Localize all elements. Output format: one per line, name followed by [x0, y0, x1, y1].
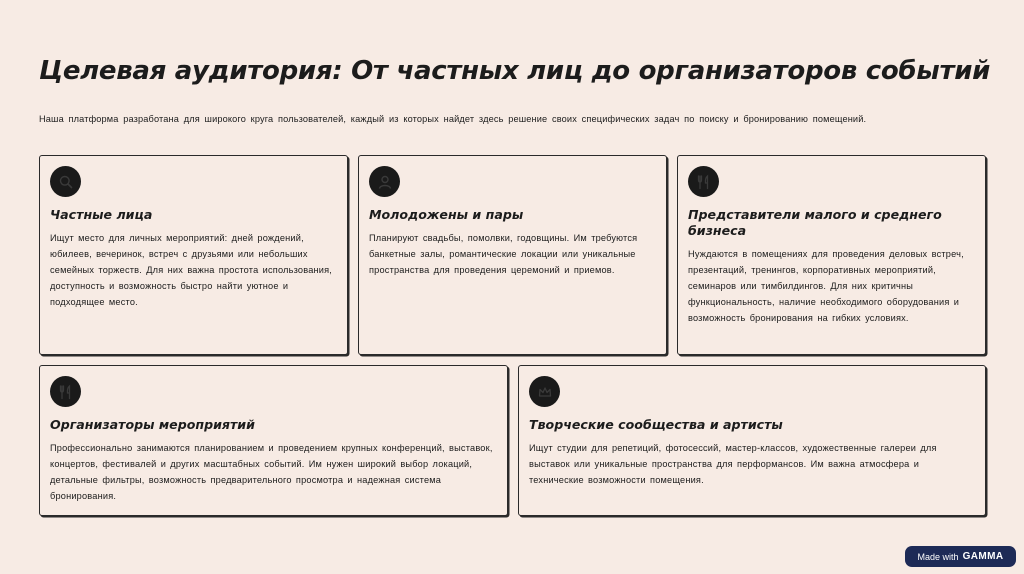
page-subtitle: Наша платформа разработана для широкого круга пользователей, каждый из которых найдет здесь решение своих специфических задач по поиску и бронированию помещений. [39, 114, 867, 124]
card-title: Творческие сообщества и артисты [529, 417, 783, 432]
crown-icon [529, 376, 560, 407]
audience-card-business [677, 155, 986, 355]
card-description: Ищут место для личных мероприятий: дней рождений, юбилеев, вечеринок, встреч с друзьями или небольших семейных торжеств. Для них важна простота использования, доступность и возможность быстро найти уютное и подходящее место. [50, 233, 333, 307]
card-title: Представители малого и среднего бизнеса [688, 207, 942, 238]
gamma-logo: GAMMA [962, 551, 1004, 562]
page-title: Целевая аудитория: От частных лиц до организаторов событий [39, 56, 991, 86]
audience-card-creatives [518, 365, 986, 516]
audience-card-private [39, 155, 348, 355]
card-description: Нуждаются в помещениях для проведения деловых встреч, презентаций, тренингов, корпоративных мероприятий, семинаров или тимбилдингов. Для них критичны функциональность, наличие необходимого оборудования и возможность бронирования на гибких условиях. [688, 249, 964, 323]
utensils-icon [50, 376, 81, 407]
search-icon [50, 166, 81, 197]
made-with-gamma-badge[interactable] [905, 546, 1016, 567]
audience-card-couples [358, 155, 667, 355]
audience-card-organizers [39, 365, 508, 516]
card-description: Ищут студии для репетиций, фотосессий, мастер-классов, художественные галереи для выставок или уникальные пространства для перформансов. Им важна атмосфера и технические возможности помещения. [529, 443, 937, 485]
made-with-label: Made with [917, 551, 959, 562]
utensils-icon [688, 166, 719, 197]
card-description: Профессионально занимаются планированием и проведением крупных конференций, выставок, концертов, фестивалей и других масштабных событий. Им нужен широкий выбор локаций, детальные фильтры, возможность предварительного просмотра и надежная система бронирования. [50, 443, 493, 501]
card-title: Молодожены и пары [369, 207, 524, 222]
card-description: Планируют свадьбы, помолвки, годовщины. Им требуются банкетные залы, романтические локации или уникальные пространства для проведения церемоний и приемов. [369, 233, 638, 275]
card-title: Частные лица [50, 207, 153, 222]
card-title: Организаторы мероприятий [50, 417, 255, 432]
user-icon [369, 166, 400, 197]
